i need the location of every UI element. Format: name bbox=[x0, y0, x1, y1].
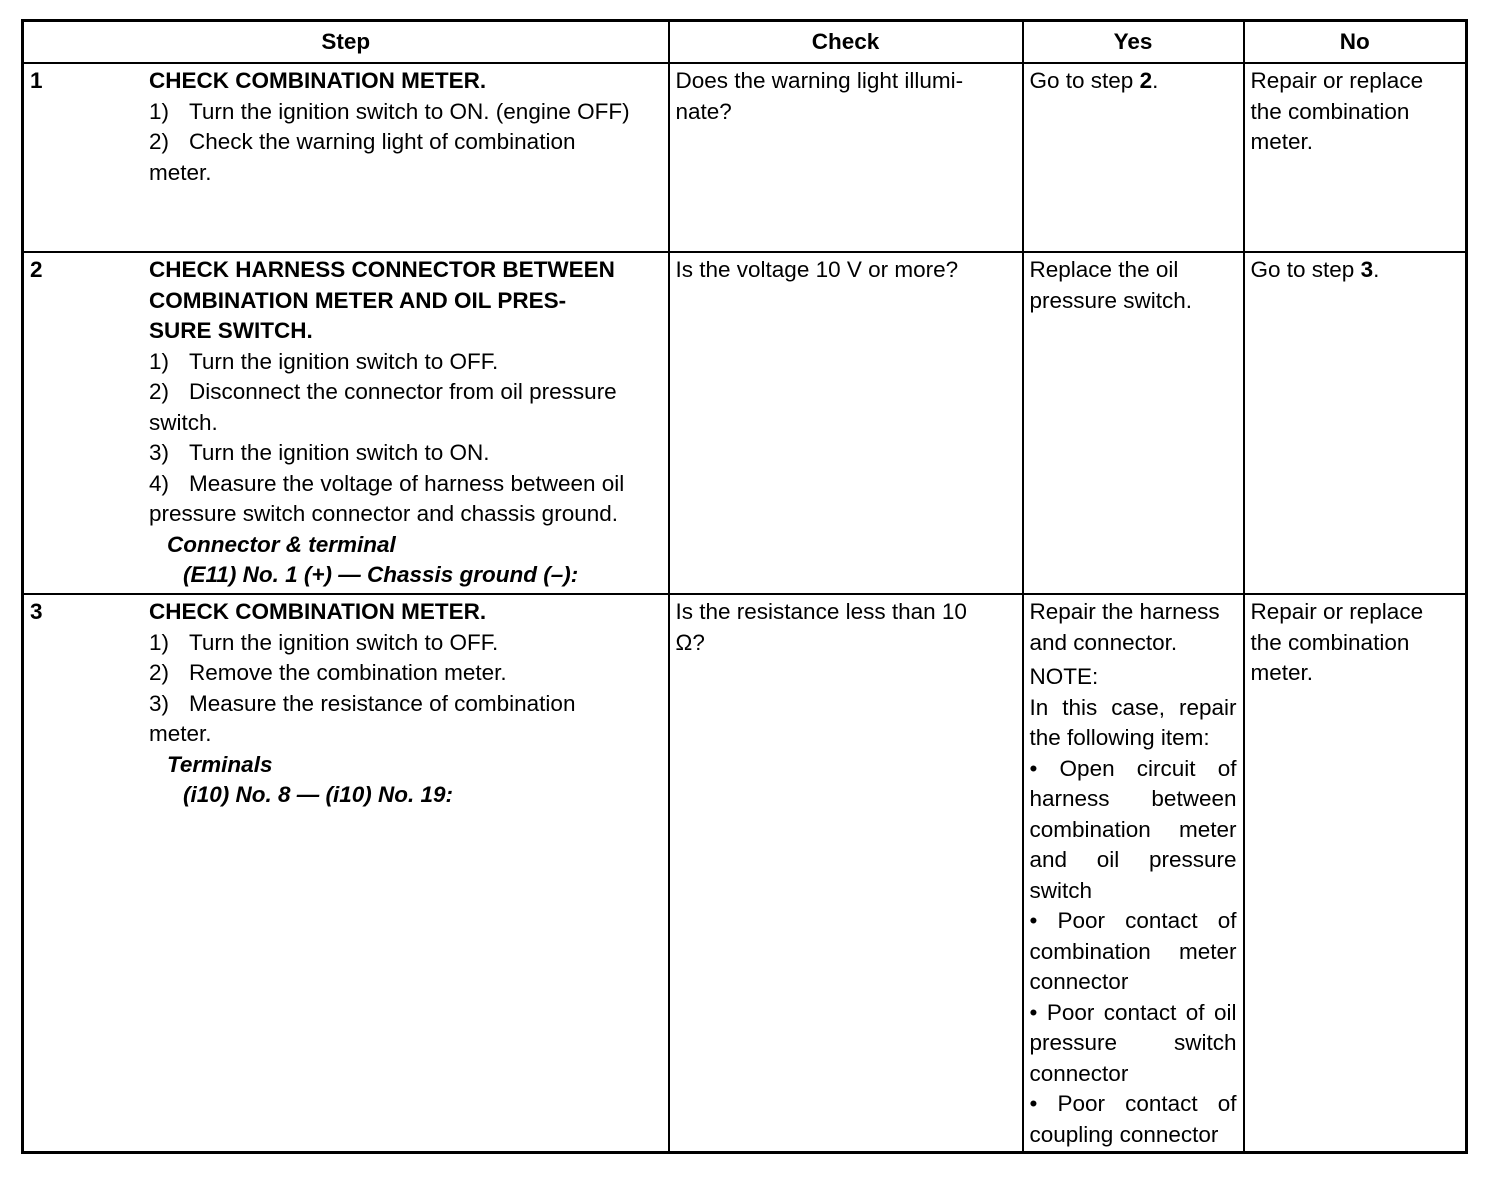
diagnostic-table bbox=[21, 19, 1468, 1154]
step-number: 3 bbox=[30, 599, 43, 624]
check-question: Is the voltage 10 V or more? bbox=[675, 257, 959, 282]
step-action-continued: pressure switch connector and chassis ground. bbox=[149, 501, 618, 526]
yes-cell-3 bbox=[1023, 594, 1244, 1152]
yes-cell-1 bbox=[1023, 63, 1244, 252]
step-action-continued: meter. bbox=[149, 159, 212, 185]
table-row bbox=[23, 63, 1467, 252]
header-row bbox=[23, 21, 1467, 64]
step-cell-1 bbox=[23, 63, 669, 252]
no-action-line: meter. bbox=[1250, 660, 1314, 685]
step-cell-3 bbox=[23, 594, 669, 1152]
header-step: Step bbox=[23, 21, 669, 64]
step-cell-2 bbox=[23, 252, 669, 594]
step-action: 2) Check the warning light of combination bbox=[149, 129, 576, 154]
note-item: • Poor contact of oil pressure switch connector bbox=[1029, 999, 1237, 1086]
step-reference: 2 bbox=[1139, 68, 1153, 93]
no-action-line: meter. bbox=[1250, 129, 1314, 154]
spec-label: Terminals bbox=[167, 751, 273, 777]
step-action: 3) Turn the ignition switch to ON. bbox=[149, 440, 490, 465]
step-action: 2) Remove the combination meter. bbox=[149, 660, 507, 685]
check-question-line: Does the warning light illumi- bbox=[675, 68, 964, 93]
step-title: CHECK COMBINATION METER. bbox=[149, 68, 487, 93]
step-title-line: SURE SWITCH. bbox=[149, 318, 313, 343]
step-action: 4) Measure the voltage of harness between oil bbox=[149, 470, 625, 496]
yes-action: Go to step 2. bbox=[1029, 68, 1159, 93]
step-number: 1 bbox=[30, 68, 43, 93]
note-item: • Open circuit of harness between combination meter and oil pressure switch bbox=[1029, 755, 1237, 903]
table-row bbox=[23, 252, 1467, 594]
step-action: 3) Measure the resistance of combination bbox=[149, 690, 576, 716]
step-number: 2 bbox=[30, 257, 43, 282]
check-question-line: Is the resistance less than 10 bbox=[675, 599, 967, 624]
no-action-line: Repair or replace bbox=[1250, 68, 1424, 93]
note-item: • Poor contact of coupling connector bbox=[1029, 1091, 1237, 1147]
yes-action-line: and connector. bbox=[1029, 629, 1178, 655]
yes-action-line: Replace the oil bbox=[1029, 257, 1179, 282]
check-cell-3 bbox=[669, 594, 1023, 1152]
no-cell-1 bbox=[1244, 63, 1467, 252]
note-item: • Poor contact of combination meter connector bbox=[1029, 908, 1237, 994]
spec-value: (E11) No. 1 (+) — Chassis ground (–): bbox=[183, 562, 579, 587]
step-action: 1) Turn the ignition switch to OFF. bbox=[149, 348, 499, 374]
step-title-line: COMBINATION METER AND OIL PRES- bbox=[149, 287, 567, 313]
no-action: Go to step 3. bbox=[1250, 257, 1380, 282]
no-cell-2 bbox=[1244, 252, 1467, 594]
header-yes: Yes bbox=[1023, 21, 1244, 64]
check-question-line: Ω? bbox=[675, 629, 705, 655]
step-reference: 3 bbox=[1360, 257, 1374, 282]
no-cell-3 bbox=[1244, 594, 1467, 1152]
step-title: CHECK COMBINATION METER. bbox=[149, 599, 487, 624]
yes-cell-2 bbox=[1023, 252, 1244, 594]
no-action-line: Repair or replace bbox=[1250, 599, 1424, 624]
step-action-continued: meter. bbox=[149, 721, 212, 746]
step-action: 2) Disconnect the connector from oil pressure bbox=[149, 379, 617, 404]
yes-action-line: pressure switch. bbox=[1029, 287, 1193, 313]
table-row bbox=[23, 594, 1467, 1152]
header-no: No bbox=[1244, 21, 1467, 64]
no-action-line: the combination bbox=[1250, 629, 1410, 655]
spec-label: Connector & terminal bbox=[167, 531, 396, 557]
note-label: NOTE: bbox=[1029, 664, 1099, 689]
step-action: 1) Turn the ignition switch to OFF. bbox=[149, 629, 499, 655]
check-cell-1 bbox=[669, 63, 1023, 252]
note-intro: In this case, repair the following item: bbox=[1029, 694, 1237, 750]
header-check: Check bbox=[669, 21, 1023, 64]
no-action-line: the combination bbox=[1250, 98, 1410, 124]
spec-value: (i10) No. 8 — (i10) No. 19: bbox=[183, 782, 454, 807]
step-action: 1) Turn the ignition switch to ON. (engine OFF) bbox=[149, 98, 630, 124]
yes-action-line: Repair the harness bbox=[1029, 599, 1220, 624]
check-cell-2 bbox=[669, 252, 1023, 594]
step-title-line: CHECK HARNESS CONNECTOR BETWEEN bbox=[149, 257, 615, 282]
check-question-line: nate? bbox=[675, 98, 732, 124]
step-action-continued: switch. bbox=[149, 409, 218, 435]
